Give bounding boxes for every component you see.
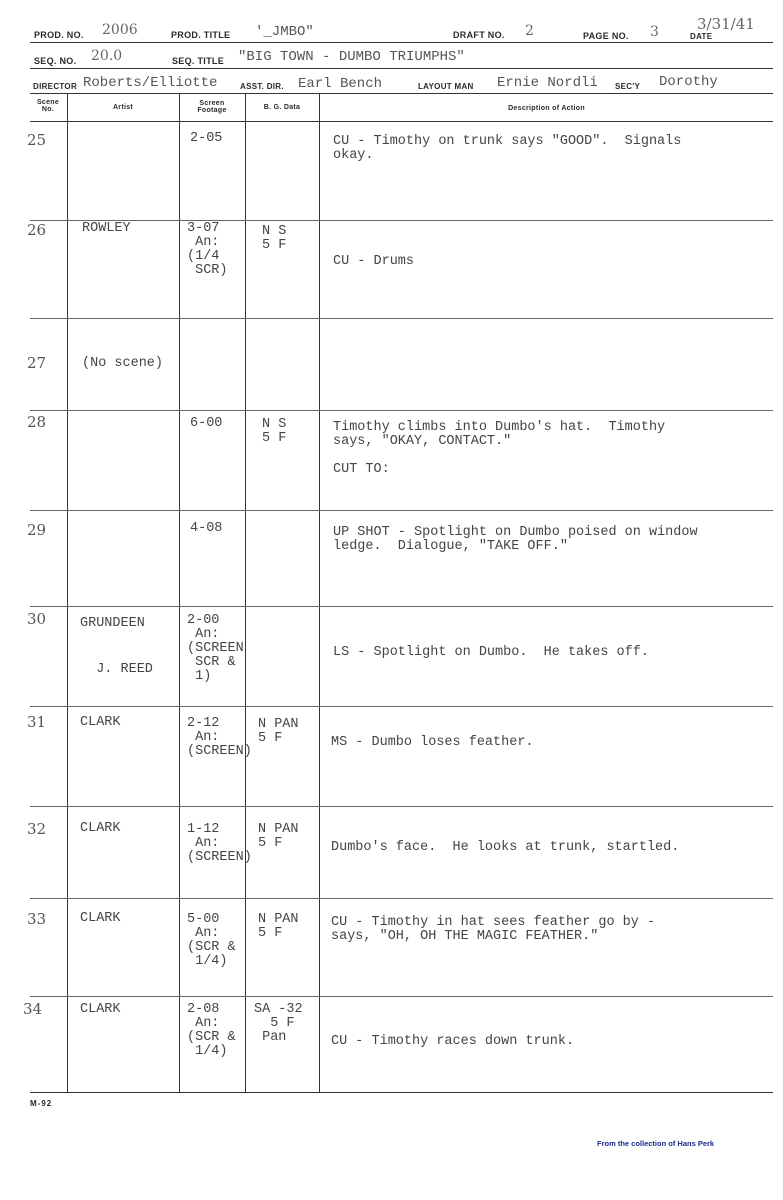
scene-description: CU - Timothy on trunk says "GOOD". Signals okay.: [333, 134, 682, 163]
director-label: DIRECTOR: [33, 82, 78, 91]
asst-dir-label: ASST. DIR.: [240, 82, 284, 91]
asst-dir-value: Earl Bench: [298, 76, 383, 92]
row-rule: [30, 606, 773, 607]
seq-title-value: "BIG TOWN - DUMBO TRIUMPHS": [238, 49, 465, 65]
row-rule: [30, 510, 773, 511]
header-rule-3: [30, 93, 773, 94]
form-code: M-92: [30, 1099, 53, 1108]
row-rule: [30, 898, 773, 899]
scene-bg-data: N S 5 F: [262, 417, 287, 446]
scene-bg-data: N PAN 5 F: [258, 822, 299, 851]
scene-description: CU - Drums: [333, 254, 415, 269]
header-rule-2: [30, 68, 773, 69]
scene-number: 32: [27, 820, 47, 838]
collection-credit: From the collection of Hans Perk: [597, 1139, 715, 1148]
scene-footage: 2-00 An: (SCREEN SCR & 1): [187, 613, 244, 684]
scene-number: 28: [27, 413, 47, 431]
scene-footage: 2-08 An: (SCR & 1/4): [187, 1002, 236, 1059]
col-screen-footage: Screen Footage: [197, 100, 227, 114]
draft-no-label: DRAFT NO.: [453, 30, 505, 40]
row-rule: [30, 220, 773, 221]
scene-number: 34: [23, 1000, 43, 1018]
prod-no-label: PROD. NO.: [34, 30, 84, 40]
scene-number: 30: [27, 610, 47, 628]
scene-number: 33: [27, 910, 47, 928]
scene-artist: CLARK: [80, 911, 121, 926]
scene-artist: CLARK: [80, 715, 121, 730]
scene-footage: 2-05: [190, 131, 223, 146]
scene-footage: 1-12 An: (SCREEN): [187, 822, 252, 865]
col-scene-no: Scene No.: [36, 99, 60, 113]
scene-artist: (No scene): [82, 356, 164, 371]
row-rule: [30, 996, 773, 997]
col-bg-data: B. G. Data: [263, 104, 301, 111]
draft-no-value: 2: [525, 23, 534, 39]
scene-number: 31: [27, 713, 47, 731]
scene-description: Timothy climbs into Dumbo's hat. Timothy says, "OKAY, CONTACT." CUT TO:: [333, 420, 666, 477]
row-rule: [30, 806, 773, 807]
col-artist: Artist: [112, 104, 134, 111]
col-description: Description of Action: [508, 105, 585, 112]
prod-title-label: PROD. TITLE: [171, 30, 231, 40]
secy-value: Dorothy: [659, 74, 718, 90]
seq-no-value: 20.0: [91, 48, 123, 64]
scene-artist: GRUNDEEN J. REED: [80, 616, 153, 677]
scene-artist: CLARK: [80, 821, 121, 836]
column-header-rule: [30, 121, 773, 122]
scene-description: CU - Timothy in hat sees feather go by - says, "OH, OH THE MAGIC FEATHER.": [331, 915, 656, 944]
col-divider-4: [319, 94, 320, 1092]
secy-label: SEC'Y: [615, 82, 641, 91]
scene-artist: CLARK: [80, 1002, 121, 1017]
scene-bg-data: SA -32 5 F Pan: [254, 1002, 303, 1045]
prod-title-value: '_JMBO": [255, 24, 314, 40]
scene-bg-data: N PAN 5 F: [258, 717, 299, 746]
scene-footage: 2-12 An: (SCREEN): [187, 716, 252, 759]
seq-no-label: SEQ. NO.: [34, 56, 77, 66]
scene-footage: 4-08: [190, 521, 223, 536]
scene-description: CU - Timothy races down trunk.: [331, 1034, 575, 1049]
date-label: DATE: [690, 32, 713, 41]
col-divider-1: [67, 94, 68, 1092]
scene-bg-data: N PAN 5 F: [258, 912, 299, 941]
scene-footage: 3-07 An: (1/4 SCR): [187, 221, 228, 278]
scene-number: 26: [27, 221, 47, 239]
layout-man-label: LAYOUT MAN: [418, 82, 474, 91]
layout-man-value: Ernie Nordli: [497, 75, 598, 91]
scene-number: 27: [27, 354, 47, 372]
scene-footage: 6-00: [190, 416, 223, 431]
scene-number: 29: [27, 521, 47, 539]
seq-title-label: SEQ. TITLE: [172, 56, 225, 66]
row-rule: [30, 318, 773, 319]
date-value: 3/31/41: [697, 15, 755, 33]
scene-description: Dumbo's face. He looks at trunk, startled.: [331, 840, 680, 855]
row-rule: [30, 706, 773, 707]
scene-bg-data: N S 5 F: [262, 224, 287, 253]
scene-artist: ROWLEY: [82, 221, 131, 236]
header-rule-1: [30, 42, 773, 43]
scene-number: 25: [27, 131, 47, 149]
col-divider-3: [245, 94, 246, 1092]
scene-description: MS - Dumbo loses feather.: [331, 735, 534, 750]
director-value: Roberts/Elliotte: [83, 75, 218, 91]
scene-description: UP SHOT - Spotlight on Dumbo poised on window ledge. Dialogue, "TAKE OFF.": [333, 525, 698, 554]
col-divider-2: [179, 94, 180, 1092]
page-no-value: 3: [650, 24, 659, 40]
prod-no-value: 2006: [102, 22, 138, 38]
scene-description: LS - Spotlight on Dumbo. He takes off.: [333, 645, 649, 660]
page-no-label: PAGE NO.: [583, 31, 629, 41]
row-rule: [30, 410, 773, 411]
table-bottom-rule: [30, 1092, 773, 1093]
scene-footage: 5-00 An: (SCR & 1/4): [187, 912, 236, 969]
